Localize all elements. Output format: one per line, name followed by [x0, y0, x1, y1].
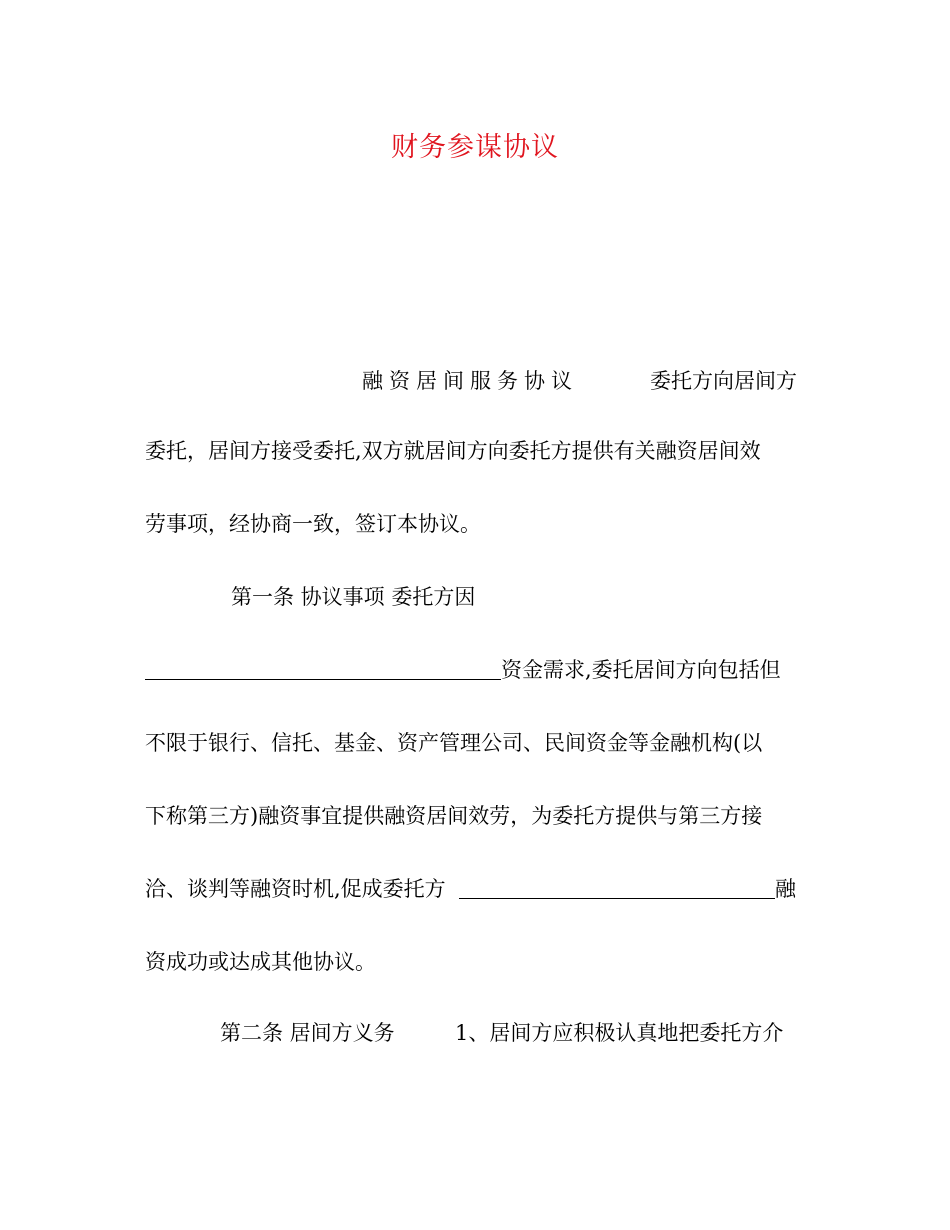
article-heading [145, 582, 805, 612]
text-segment: 委托方向居间方 [650, 369, 797, 393]
paragraph-line: 资成功或达成其他协议。 [145, 950, 376, 974]
text-segment: 融 [775, 877, 796, 901]
fill-in-blank [145, 659, 501, 680]
text-segment: 资金需求,委托居间方向包括但 [501, 658, 781, 682]
article-heading [145, 1018, 805, 1048]
agreement-heading: 融资居间服务协议 [362, 369, 578, 393]
text-segment: 1、居间方应积极认真地把委托方介 [455, 1021, 784, 1045]
article-1-heading: 第一条 协议事项 委托方因 [231, 585, 476, 609]
document-title: 财务参谋协议 [391, 132, 559, 163]
paragraph-line: 不限于银行、信托、基金、资产管理公司、民间资金等金融机构(以 [145, 731, 763, 755]
fill-in-blank [459, 878, 775, 899]
text-segment: 洽、谈判等融资时机,促成委托方 [145, 877, 446, 901]
paragraph-line: 下称第三方)融资事宜提供融资居间效劳，为委托方提供与第三方接 [145, 804, 763, 828]
paragraph-line: 委托，居间方接受委托,双方就居间方向委托方提供有关融资居间效 [145, 439, 761, 463]
article-2-heading: 第二条 居间方义务 [220, 1021, 395, 1045]
paragraph-line: 劳事项，经协商一致，签订本协议。 [145, 512, 481, 536]
paragraph-line [145, 655, 805, 685]
paragraph-line [145, 874, 805, 904]
paragraph-line [145, 366, 805, 396]
